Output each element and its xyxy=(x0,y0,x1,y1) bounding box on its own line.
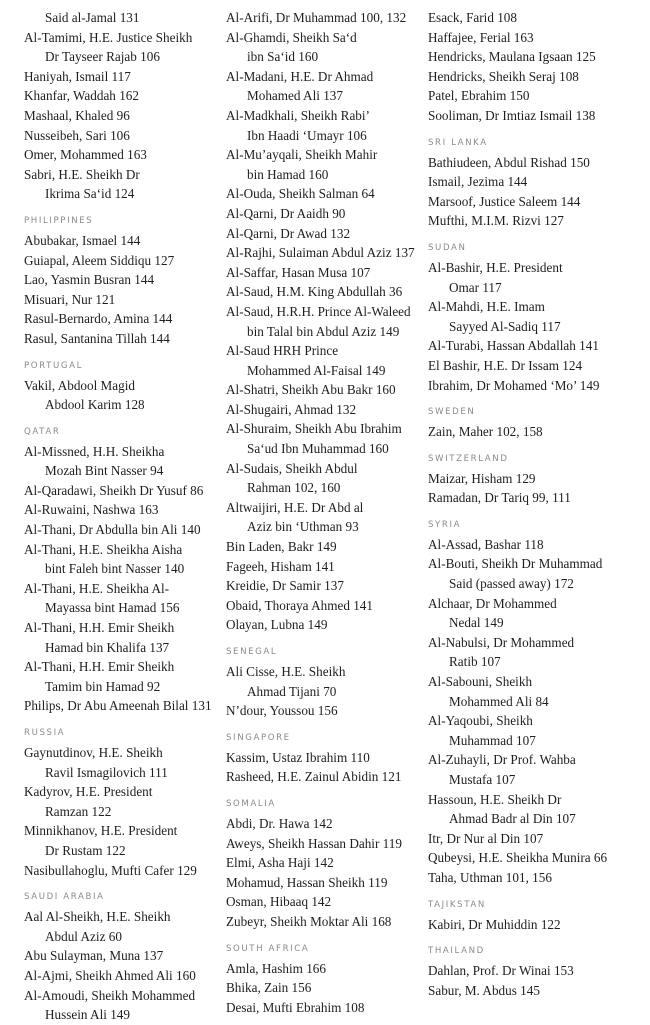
section-heading: SOMALIA xyxy=(226,798,276,809)
section-heading: SYRIA xyxy=(428,519,462,530)
index-column-2 xyxy=(226,8,422,1017)
index-column-3 xyxy=(428,8,638,1000)
index-entry xyxy=(428,86,638,106)
entry-continuation: Mohamed Ali 137 xyxy=(247,88,343,104)
entry-name: Haniyah, Ismail 117 xyxy=(24,68,131,84)
entry-continuation: Ahmad Badr al Din 107 xyxy=(449,811,576,827)
entry-continuation: Mohammed Ali 84 xyxy=(449,693,549,709)
entry-name: Al-Sudais, Sheikh Abdul xyxy=(226,460,358,476)
index-entry xyxy=(226,204,422,224)
index-entry xyxy=(24,861,214,881)
index-entry xyxy=(226,282,422,302)
section-heading: SRI LANKA xyxy=(428,137,488,148)
index-entry xyxy=(226,67,422,106)
entry-name: Al-Rajhi, Sulaiman Abdul Aziz 137 xyxy=(226,245,415,261)
index-entry xyxy=(226,341,422,380)
entry-name: Al-Saud, H.R.H. Prince Al-Waleed xyxy=(226,303,411,319)
entry-name: Misuari, Nur 121 xyxy=(24,291,116,307)
index-entry xyxy=(226,459,422,498)
entry-name: Al-Saud HRH Prince xyxy=(226,343,339,359)
index-entry xyxy=(226,662,422,701)
index-entry xyxy=(428,28,638,48)
entry-name: Fageeh, Hisham 141 xyxy=(226,558,335,574)
index-entry xyxy=(226,998,422,1018)
entry-name: Hendricks, Sheikh Seraj 108 xyxy=(428,68,579,84)
entry-name: Amla, Hashim 166 xyxy=(226,960,326,976)
entry-name: Al-Mu’ayqali, Sheikh Mahir xyxy=(226,147,378,163)
index-entry xyxy=(428,258,638,297)
index-entry xyxy=(428,981,638,1001)
index-entry xyxy=(24,657,214,696)
entry-name: Patel, Ebrahim 150 xyxy=(428,88,530,104)
entry-name: Al-Shuraim, Sheikh Abu Ibrahim xyxy=(226,421,402,437)
index-entry xyxy=(24,696,214,716)
index-entry xyxy=(24,67,214,87)
entry-name: Kreidie, Dr Samir 137 xyxy=(226,578,344,594)
index-entry xyxy=(24,86,214,106)
entry-name: Hendricks, Maulana Igsaan 125 xyxy=(428,49,596,65)
entry-continuation: Ahmad Tijani 70 xyxy=(247,683,337,699)
entry-continuation: Dr Rustam 122 xyxy=(45,842,126,858)
index-entry xyxy=(226,302,422,341)
entry-name: Al-Saud, H.M. King Abdullah 36 xyxy=(226,284,403,300)
index-entry xyxy=(24,782,214,821)
entry-name: N’dour, Youssou 156 xyxy=(226,703,338,719)
index-entry xyxy=(24,376,214,415)
index-entry xyxy=(24,743,214,782)
entry-name: Mashaal, Khaled 96 xyxy=(24,107,130,123)
entry-name: Aal Al-Sheikh, H.E. Sheikh xyxy=(24,909,171,925)
section-heading: SWITZERLAND xyxy=(428,453,509,464)
entry-name: Al-Qarni, Dr Awad 132 xyxy=(226,225,351,241)
index-entry xyxy=(428,868,638,888)
entry-continuation: Sa‘ud Ibn Muhammad 160 xyxy=(247,441,389,457)
index-entry xyxy=(428,376,638,396)
entry-name: Bhika, Zain 156 xyxy=(226,980,312,996)
index-entry xyxy=(24,270,214,290)
entry-name: Al-Thani, Dr Abdulla bin Ali 140 xyxy=(24,522,201,538)
entry-name: Al-Amoudi, Sheikh Mohammed xyxy=(24,987,196,1003)
section-heading: SAUDI ARABIA xyxy=(24,892,105,903)
entry-name: Zain, Maher 102, 158 xyxy=(428,424,543,440)
entry-name: Bin Laden, Bakr 149 xyxy=(226,539,337,555)
index-entry xyxy=(24,290,214,310)
entry-continuation: Said (passed away) 172 xyxy=(449,576,574,592)
index-entry xyxy=(428,211,638,231)
index-entry xyxy=(226,873,422,893)
index-entry xyxy=(24,165,214,204)
index-entry xyxy=(226,243,422,263)
entry-name: Kassim, Ustaz Ibrahim 110 xyxy=(226,749,370,765)
entry-continuation: Rahman 102, 160 xyxy=(247,480,341,496)
entry-name: Nusseibeh, Sari 106 xyxy=(24,127,130,143)
entry-name: Guiapal, Aleem Siddiqu 127 xyxy=(24,252,175,268)
section-heading: RUSSIA xyxy=(24,728,66,738)
section-heading: SUDAN xyxy=(428,242,467,253)
section-heading: SENEGAL xyxy=(226,647,278,657)
index-entry xyxy=(428,172,638,192)
index-entry xyxy=(428,848,638,868)
entry-name: Osman, Hibaaq 142 xyxy=(226,894,332,910)
entry-name: Al-Ajmi, Sheikh Ahmed Ali 160 xyxy=(24,967,196,983)
section-heading: SOUTH AFRICA xyxy=(226,943,310,954)
entry-name: Ramadan, Dr Tariq 99, 111 xyxy=(428,490,571,506)
entry-name: Al-Thani, H.E. Sheikha Al- xyxy=(24,580,170,596)
index-entry xyxy=(226,537,422,557)
entry-continuation: Mozah Bint Nasser 94 xyxy=(45,463,164,479)
index-entry xyxy=(24,907,214,946)
entry-continuation: Ramzan 122 xyxy=(45,803,112,819)
index-entry xyxy=(226,498,422,537)
index-entry xyxy=(428,8,638,28)
index-entry xyxy=(226,701,422,721)
section-heading: TAJIKSTAN xyxy=(428,899,486,910)
index-entry xyxy=(226,748,422,768)
section-heading: SWEDEN xyxy=(428,407,476,418)
entry-name: Ibrahim, Dr Mohamed ‘Mo’ 149 xyxy=(428,377,600,393)
entry-name: Esack, Farid 108 xyxy=(428,10,517,25)
entry-continuation: Ravil Ismagilovich 111 xyxy=(45,764,168,780)
entry-name: Ali Cisse, H.E. Sheikh xyxy=(226,664,346,679)
entry-name: Al-Thani, H.H. Emir Sheikh xyxy=(24,659,175,675)
index-entry xyxy=(428,488,638,508)
entry-name: Omer, Mohammed 163 xyxy=(24,147,147,163)
entry-name: Philips, Dr Abu Ameenah Bilal 131 xyxy=(24,698,212,714)
index-entry xyxy=(428,633,638,672)
entry-name: Sooliman, Dr Imtiaz Ismail 138 xyxy=(428,107,596,123)
index-entry xyxy=(226,419,422,458)
entry-continuation: Nedal 149 xyxy=(449,615,504,631)
index-entry xyxy=(226,184,422,204)
entry-name: Mohamud, Hassan Sheikh 119 xyxy=(226,874,388,890)
index-entry xyxy=(226,767,422,787)
index-entry xyxy=(428,790,638,829)
entry-continuation: Ibn Haadi ‘Umayr 106 xyxy=(247,127,367,143)
entry-continuation: Mohammed Al-Faisal 149 xyxy=(247,362,386,378)
index-entry xyxy=(24,986,214,1025)
entry-name: Abu Sulayman, Muna 137 xyxy=(24,948,164,964)
entry-name: Aweys, Sheikh Hassan Dahir 119 xyxy=(226,835,402,851)
entry-name: Sabur, M. Abdus 145 xyxy=(428,982,540,998)
index-entry xyxy=(428,961,638,981)
index-entry xyxy=(24,821,214,860)
entry-name: Al-Qaradawi, Sheikh Dr Yusuf 86 xyxy=(24,482,204,498)
index-entry xyxy=(226,834,422,854)
entry-continuation: Abdool Karim 128 xyxy=(45,397,145,413)
index-entry xyxy=(428,422,638,442)
index-entry xyxy=(24,481,214,501)
entry-name: Al-Thani, H.H. Emir Sheikh xyxy=(24,620,175,636)
index-entry xyxy=(226,814,422,834)
entry-continuation: Muhammad 107 xyxy=(449,732,536,748)
index-entry xyxy=(226,615,422,635)
index-column-1 xyxy=(24,8,214,1025)
index-entry xyxy=(226,853,422,873)
entry-name: Al-Ghamdi, Sheikh Sa‘d xyxy=(226,29,357,45)
entry-name: Al-Madani, H.E. Dr Ahmad xyxy=(226,68,374,84)
entry-continuation: Dr Tayseer Rajab 106 xyxy=(45,49,160,65)
entry-name: Khanfar, Waddah 162 xyxy=(24,88,139,104)
index-entry xyxy=(428,106,638,126)
entry-name: Sabri, H.E. Sheikh Dr xyxy=(24,166,140,182)
entry-name: Al-Ouda, Sheikh Salman 64 xyxy=(226,186,375,202)
entry-name: Vakil, Abdool Magid xyxy=(24,377,135,393)
entry-name: Maizar, Hisham 129 xyxy=(428,470,536,486)
index-entry xyxy=(428,67,638,87)
entry-continuation: Ikrima Sa‘id 124 xyxy=(45,186,135,202)
entry-name: Rasheed, H.E. Zainul Abidin 121 xyxy=(226,769,402,785)
entry-name: Al-Madkhali, Sheikh Rabi’ xyxy=(226,107,370,123)
entry-name: Dahlan, Prof. Dr Winai 153 xyxy=(428,963,574,979)
index-entry xyxy=(226,145,422,184)
index-entry xyxy=(428,554,638,593)
index-entry xyxy=(24,309,214,329)
entry-name: Al-Zuhayli, Dr Prof. Wahba xyxy=(428,752,576,768)
index-entry xyxy=(428,336,638,356)
index-entry xyxy=(24,28,214,67)
index-entry xyxy=(428,535,638,555)
entry-continuation: Omar 117 xyxy=(449,279,502,295)
index-entry xyxy=(24,540,214,579)
entry-name: Al-Arifi, Dr Muhammad 100, 132 xyxy=(226,10,407,25)
index-entry xyxy=(428,47,638,67)
entry-name: Al-Bashir, H.E. President xyxy=(428,259,563,275)
entry-continuation: Tamim bin Hamad 92 xyxy=(45,678,161,694)
index-entry xyxy=(226,978,422,998)
entry-continuation: Hussein Ali 149 xyxy=(45,1007,130,1023)
entry-continuation: ibn Sa‘id 160 xyxy=(247,49,319,65)
index-entry xyxy=(428,153,638,173)
entry-name: Altwaijiri, H.E. Dr Abd al xyxy=(226,499,364,515)
index-entry xyxy=(24,442,214,481)
entry-name: Hassoun, H.E. Sheikh Dr xyxy=(428,791,562,807)
index-entry xyxy=(226,263,422,283)
index-entry xyxy=(428,469,638,489)
entry-continuation: Mayassa bint Hamad 156 xyxy=(45,600,180,616)
entry-name: Olayan, Lubna 149 xyxy=(226,617,328,633)
index-entry xyxy=(24,946,214,966)
entry-name: Al-Tamimi, H.E. Justice Sheikh xyxy=(24,29,193,45)
index-entry xyxy=(24,520,214,540)
index-entry xyxy=(226,557,422,577)
index-entry xyxy=(428,711,638,750)
index-entry xyxy=(24,8,214,28)
entry-name: Al-Mahdi, H.E. Imam xyxy=(428,299,545,315)
index-entry xyxy=(24,231,214,251)
index-entry xyxy=(428,594,638,633)
entry-continuation: Ratib 107 xyxy=(449,654,501,670)
entry-name: Al-Qarni, Dr Aaidh 90 xyxy=(226,205,346,221)
index-entry xyxy=(24,579,214,618)
index-entry xyxy=(24,500,214,520)
index-entry xyxy=(226,596,422,616)
entry-name: Ismail, Jezima 144 xyxy=(428,174,528,190)
index-entry xyxy=(226,912,422,932)
entry-continuation: Sayyed Al-Sadiq 117 xyxy=(449,318,561,334)
entry-name: Al-Shugairi, Ahmad 132 xyxy=(226,401,357,417)
entry-continuation: Hamad bin Khalifa 137 xyxy=(45,639,170,655)
entry-name: Nasibullahoglu, Mufti Cafer 129 xyxy=(24,862,197,878)
entry-name: Abubakar, Ismael 144 xyxy=(24,232,141,248)
index-entry xyxy=(226,224,422,244)
section-heading: THAILAND xyxy=(428,946,485,957)
entry-continuation: Aziz bin ‘Uthman 93 xyxy=(247,519,359,535)
index-entry xyxy=(428,750,638,789)
index-entry xyxy=(428,915,638,935)
index-entry xyxy=(24,145,214,165)
entry-name: Al-Saffar, Hasan Musa 107 xyxy=(226,264,371,280)
entry-name: Lao, Yasmin Busran 144 xyxy=(24,272,155,288)
entry-name: Kadyrov, H.E. President xyxy=(24,784,153,800)
entry-name: Al-Assad, Bashar 118 xyxy=(428,536,544,552)
index-entry xyxy=(226,959,422,979)
index-entry xyxy=(24,966,214,986)
index-entry xyxy=(24,126,214,146)
index-entry xyxy=(226,380,422,400)
index-entry xyxy=(428,192,638,212)
entry-name: Kabiri, Dr Muhiddin 122 xyxy=(428,916,561,932)
entry-name: Haffajee, Ferial 163 xyxy=(428,29,534,45)
entry-name: Rasul, Santanina Tillah 144 xyxy=(24,330,170,346)
entry-continuation: bin Talal bin Abdul Aziz 149 xyxy=(247,323,400,339)
entry-name: Al-Thani, H.E. Sheikha Aisha xyxy=(24,541,183,557)
entry-name: Rasul-Bernardo, Amina 144 xyxy=(24,311,173,327)
entry-name: Desai, Mufti Ebrahim 108 xyxy=(226,999,365,1015)
index-entry xyxy=(428,356,638,376)
entry-name: Al-Bouti, Sheikh Dr Muhammad xyxy=(428,556,603,572)
entry-name: Al-Turabi, Hassan Abdallah 141 xyxy=(428,338,599,354)
entry-continuation: Abdul Aziz 60 xyxy=(45,928,122,944)
index-entry xyxy=(428,672,638,711)
entry-name: Gaynutdinov, H.E. Sheikh xyxy=(24,745,163,760)
index-entry xyxy=(428,829,638,849)
index-entry xyxy=(226,28,422,67)
entry-continuation: bint Faleh bint Nasser 140 xyxy=(45,561,185,577)
index-entry xyxy=(24,329,214,349)
entry-name: Al-Sabouni, Sheikh xyxy=(428,674,533,690)
entry-name: Zubeyr, Sheikh Moktar Ali 168 xyxy=(226,913,392,929)
index-entry xyxy=(226,8,422,28)
entry-name: Taha, Uthman 101, 156 xyxy=(428,869,552,885)
section-heading: PORTUGAL xyxy=(24,360,83,371)
index-entry xyxy=(226,576,422,596)
index-entry xyxy=(226,892,422,912)
entry-name: Itr, Dr Nur al Din 107 xyxy=(428,830,544,846)
entry-name: Al-Ruwaini, Nashwa 163 xyxy=(24,502,159,518)
entry-continuation: bin Hamad 160 xyxy=(247,166,329,182)
entry-name: Elmi, Asha Haji 142 xyxy=(226,855,334,871)
entry-name: Said al-Jamal 131 xyxy=(45,10,140,25)
index-entry xyxy=(24,618,214,657)
entry-name: Mufthi, M.I.M. Rizvi 127 xyxy=(428,213,564,229)
entry-name: Qubeysi, H.E. Sheikha Munira 66 xyxy=(428,850,608,866)
section-heading: QATAR xyxy=(24,426,61,437)
entry-name: El Bashir, H.E. Dr Issam 124 xyxy=(428,357,583,373)
entry-name: Obaid, Thoraya Ahmed 141 xyxy=(226,597,373,613)
section-heading: SINGAPORE xyxy=(226,732,291,743)
entry-name: Bathiudeen, Abdul Rishad 150 xyxy=(428,154,590,170)
entry-name: Minnikhanov, H.E. President xyxy=(24,823,178,839)
entry-name: Al-Yaqoubi, Sheikh xyxy=(428,713,533,729)
index-entry xyxy=(226,400,422,420)
entry-name: Marsoof, Justice Saleem 144 xyxy=(428,193,581,209)
entry-name: Al-Shatri, Sheikh Abu Bakr 160 xyxy=(226,382,396,398)
index-entry xyxy=(428,297,638,336)
entry-name: Abdi, Dr. Hawa 142 xyxy=(226,815,333,831)
index-entry xyxy=(24,251,214,271)
entry-name: Al-Nabulsi, Dr Mohammed xyxy=(428,634,575,650)
entry-name: Alchaar, Dr Mohammed xyxy=(428,595,557,611)
entry-name: Al-Missned, H.H. Sheikha xyxy=(24,443,165,459)
index-entry xyxy=(226,106,422,145)
index-entry xyxy=(24,106,214,126)
section-heading: PHILIPPINES xyxy=(24,215,94,226)
entry-continuation: Mustafa 107 xyxy=(449,772,516,787)
